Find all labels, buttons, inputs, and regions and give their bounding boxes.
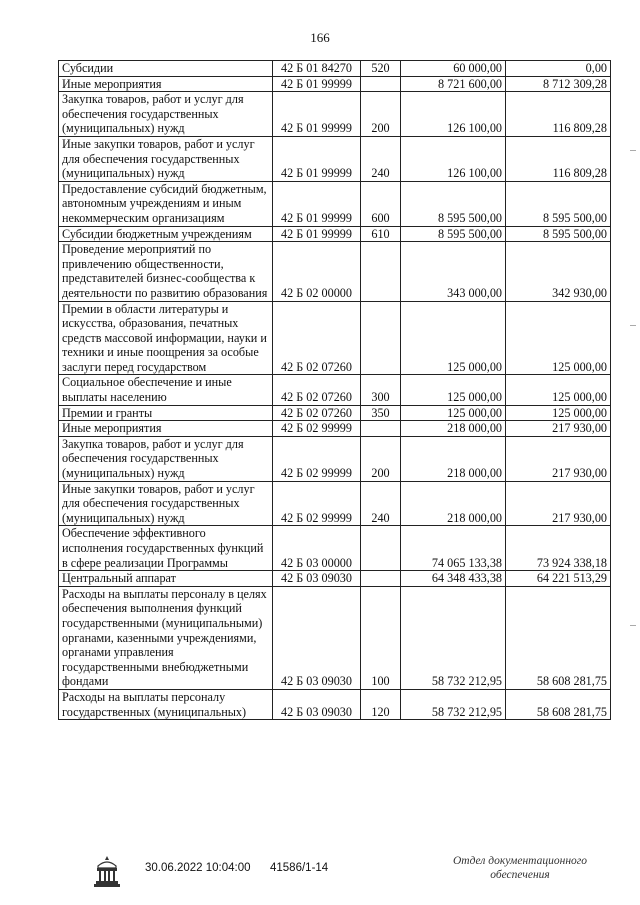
margin-mark: [630, 325, 636, 326]
department-stamp: [430, 854, 610, 882]
row-name: Иные закупки товаров, работ и услуг для обеспечения государственных (муниципальных) нужд: [59, 481, 273, 526]
budget-table: [58, 60, 611, 720]
row-plan-amount: 60 000,00: [401, 61, 506, 77]
row-name: Расходы на выплаты персоналу в целях обеспечения выполнения функций государственными (муниципальными) органами, казенными учреждениями, органами управления государственными внебюджетными фондами: [59, 586, 273, 689]
table-row: [59, 181, 611, 226]
row-fact-amount: 64 221 513,29: [506, 571, 611, 587]
row-vr-code: 300: [361, 375, 401, 405]
budget-table-body: [59, 61, 611, 720]
row-fact-amount: 8 712 309,28: [506, 76, 611, 92]
row-fact-amount: 125 000,00: [506, 405, 611, 421]
row-plan-amount: 74 065 133,38: [401, 526, 506, 571]
row-fact-amount: 342 930,00: [506, 242, 611, 301]
row-vr-code: 610: [361, 226, 401, 242]
margin-mark: [630, 150, 636, 151]
table-row: [59, 242, 611, 301]
row-name: Расходы на выплаты персоналу государственных (муниципальных): [59, 689, 273, 719]
row-fact-amount: 217 930,00: [506, 481, 611, 526]
row-vr-code: 120: [361, 689, 401, 719]
row-csr-code: 42 Б 02 00000: [273, 242, 361, 301]
coat-of-arms-icon: [92, 854, 122, 890]
row-csr-code: 42 Б 03 00000: [273, 526, 361, 571]
row-name: Центральный аппарат: [59, 571, 273, 587]
table-row: [59, 689, 611, 719]
table-row: [59, 481, 611, 526]
row-plan-amount: 8 595 500,00: [401, 181, 506, 226]
row-name: Обеспечение эффективного исполнения государственных функций в сфере реализации Программы: [59, 526, 273, 571]
row-csr-code: 42 Б 02 07260: [273, 375, 361, 405]
row-csr-code: 42 Б 02 07260: [273, 301, 361, 375]
footer-reg-number: 41586/1-14: [270, 862, 329, 874]
row-fact-amount: 58 608 281,75: [506, 586, 611, 689]
row-vr-code: 600: [361, 181, 401, 226]
row-vr-code: 350: [361, 405, 401, 421]
page-number: 166: [310, 30, 330, 45]
row-fact-amount: 0,00: [506, 61, 611, 77]
page-footer: [0, 852, 640, 902]
row-csr-code: 42 Б 01 99999: [273, 76, 361, 92]
row-plan-amount: 125 000,00: [401, 405, 506, 421]
row-plan-amount: 125 000,00: [401, 375, 506, 405]
row-csr-code: 42 Б 02 99999: [273, 436, 361, 481]
row-fact-amount: 58 608 281,75: [506, 689, 611, 719]
row-plan-amount: 58 732 212,95: [401, 586, 506, 689]
row-name: Иные закупки товаров, работ и услуг для обеспечения государственных (муниципальных) нужд: [59, 136, 273, 181]
table-row: [59, 436, 611, 481]
row-csr-code: 42 Б 01 84270: [273, 61, 361, 77]
row-plan-amount: 8 595 500,00: [401, 226, 506, 242]
row-plan-amount: 218 000,00: [401, 421, 506, 437]
row-name: Субсидии бюджетным учреждениям: [59, 226, 273, 242]
row-csr-code: 42 Б 02 07260: [273, 405, 361, 421]
row-csr-code: 42 Б 03 09030: [273, 586, 361, 689]
row-name: Премии в области литературы и искусства, образования, печатных средств массовой информации, науки и техники и иные поощрения за особые заслуги перед государством: [59, 301, 273, 375]
row-name: Закупка товаров, работ и услуг для обеспечения государственных (муниципальных) нужд: [59, 436, 273, 481]
table-row: [59, 571, 611, 587]
row-vr-code: [361, 421, 401, 437]
row-name: Закупка товаров, работ и услуг для обеспечения государственных (муниципальных) нужд: [59, 92, 273, 137]
row-csr-code: 42 Б 01 99999: [273, 226, 361, 242]
row-csr-code: 42 Б 01 99999: [273, 181, 361, 226]
table-row: [59, 421, 611, 437]
row-csr-code: 42 Б 03 09030: [273, 571, 361, 587]
row-vr-code: [361, 76, 401, 92]
stamp-line: обеспечения: [490, 869, 550, 881]
row-name: Иные мероприятия: [59, 421, 273, 437]
margin-mark: [630, 625, 636, 626]
row-vr-code: 520: [361, 61, 401, 77]
row-fact-amount: 125 000,00: [506, 375, 611, 405]
row-plan-amount: 126 100,00: [401, 136, 506, 181]
table-row: [59, 405, 611, 421]
row-fact-amount: 73 924 338,18: [506, 526, 611, 571]
row-csr-code: 42 Б 01 99999: [273, 136, 361, 181]
row-fact-amount: 8 595 500,00: [506, 181, 611, 226]
row-csr-code: 42 Б 03 09030: [273, 689, 361, 719]
row-name: Премии и гранты: [59, 405, 273, 421]
row-fact-amount: 116 809,28: [506, 92, 611, 137]
row-csr-code: 42 Б 02 99999: [273, 421, 361, 437]
row-vr-code: [361, 571, 401, 587]
row-csr-code: 42 Б 02 99999: [273, 481, 361, 526]
row-name: Проведение мероприятий по привлечению общественности, представителей бизнес-сообщества к деятельности по развитию образования: [59, 242, 273, 301]
table-row: [59, 526, 611, 571]
row-csr-code: 42 Б 01 99999: [273, 92, 361, 137]
row-vr-code: [361, 242, 401, 301]
table-row: [59, 375, 611, 405]
row-vr-code: 100: [361, 586, 401, 689]
row-vr-code: [361, 526, 401, 571]
row-vr-code: 240: [361, 481, 401, 526]
row-fact-amount: 217 930,00: [506, 421, 611, 437]
table-row: [59, 301, 611, 375]
row-plan-amount: 218 000,00: [401, 481, 506, 526]
footer-date: 30.06.2022 10:04:00: [145, 862, 251, 874]
table-row: [59, 136, 611, 181]
row-plan-amount: 125 000,00: [401, 301, 506, 375]
table-row: [59, 226, 611, 242]
row-fact-amount: 125 000,00: [506, 301, 611, 375]
row-name: Предоставление субсидий бюджетным, автономным учреждениям и иным некоммерческим организациям: [59, 181, 273, 226]
row-vr-code: 200: [361, 92, 401, 137]
row-vr-code: 200: [361, 436, 401, 481]
row-fact-amount: 217 930,00: [506, 436, 611, 481]
row-fact-amount: 8 595 500,00: [506, 226, 611, 242]
table-row: [59, 92, 611, 137]
row-plan-amount: 218 000,00: [401, 436, 506, 481]
table-row: [59, 586, 611, 689]
table-row: [59, 61, 611, 77]
row-plan-amount: 64 348 433,38: [401, 571, 506, 587]
row-name: Иные мероприятия: [59, 76, 273, 92]
row-plan-amount: 8 721 600,00: [401, 76, 506, 92]
row-vr-code: [361, 301, 401, 375]
row-name: Социальное обеспечение и иные выплаты населению: [59, 375, 273, 405]
row-plan-amount: 126 100,00: [401, 92, 506, 137]
stamp-line: Отдел документационного: [452, 855, 588, 867]
row-plan-amount: 343 000,00: [401, 242, 506, 301]
row-name: Субсидии: [59, 61, 273, 77]
row-vr-code: 240: [361, 136, 401, 181]
row-plan-amount: 58 732 212,95: [401, 689, 506, 719]
table-row: [59, 76, 611, 92]
row-fact-amount: 116 809,28: [506, 136, 611, 181]
